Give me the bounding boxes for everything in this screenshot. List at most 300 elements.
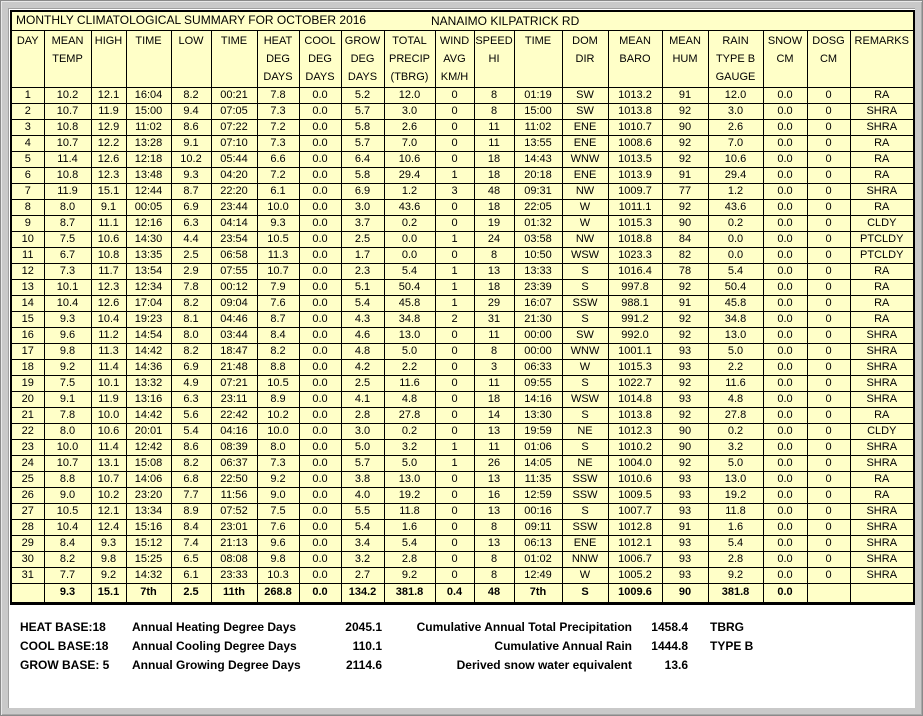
cumulative-precip-label: Cumulative Annual Total Precipitation xyxy=(416,619,632,634)
cell-dom_dir: WNW xyxy=(562,151,608,167)
cell-dom_dir: WSW xyxy=(562,391,608,407)
cell-total_precip: 13.0 xyxy=(384,327,435,343)
cell-speed_hi: 18 xyxy=(474,151,514,167)
cell-remarks: RA xyxy=(850,167,914,183)
summary-cell-cool_deg_days: 0.0 xyxy=(299,583,341,603)
cell-mean_baro: 1013.8 xyxy=(608,103,662,119)
cell-cool_deg_days: 0.0 xyxy=(299,439,341,455)
cell-cool_deg_days: 0.0 xyxy=(299,215,341,231)
cell-day: 20 xyxy=(11,391,44,407)
cell-low_time: 18:47 xyxy=(211,343,257,359)
summary-cell-grow_deg_days: 134.2 xyxy=(341,583,384,603)
cell-high_time: 13:54 xyxy=(126,263,171,279)
cell-mean_temp: 8.7 xyxy=(44,215,91,231)
cell-low_time: 22:20 xyxy=(211,183,257,199)
cell-low_time: 23:44 xyxy=(211,199,257,215)
cell-mean_temp: 8.4 xyxy=(44,535,91,551)
summary-cell-dom_dir: S xyxy=(562,583,608,603)
cell-mean_temp: 6.7 xyxy=(44,247,91,263)
summary-cell-rain_type_b: 381.8 xyxy=(708,583,763,603)
cell-mean_baro: 1014.8 xyxy=(608,391,662,407)
cell-dosg_cm: 0 xyxy=(807,135,850,151)
cell-mean_hum: 91 xyxy=(662,87,708,103)
cell-mean_baro: 1012.1 xyxy=(608,535,662,551)
cell-speed_hi: 8 xyxy=(474,247,514,263)
cell-wind_avg: 0 xyxy=(435,215,474,231)
cell-rain_type_b: 10.6 xyxy=(708,151,763,167)
cell-mean_hum: 92 xyxy=(662,135,708,151)
table-row xyxy=(11,423,914,439)
cell-dosg_cm: 0 xyxy=(807,471,850,487)
cell-rain_type_b: 50.4 xyxy=(708,279,763,295)
cell-wind_avg: 1 xyxy=(435,279,474,295)
cell-snow_cm: 0.0 xyxy=(763,119,807,135)
cell-rain_type_b: 0.0 xyxy=(708,231,763,247)
cell-wind_avg: 0 xyxy=(435,567,474,583)
cell-high: 11.3 xyxy=(91,343,126,359)
table-row xyxy=(11,311,914,327)
cell-grow_deg_days: 2.7 xyxy=(341,567,384,583)
cell-speed_time: 19:59 xyxy=(514,423,562,439)
cell-day: 28 xyxy=(11,519,44,535)
cell-dosg_cm: 0 xyxy=(807,535,850,551)
cell-high: 10.6 xyxy=(91,423,126,439)
cell-total_precip: 50.4 xyxy=(384,279,435,295)
cell-low_time: 11:56 xyxy=(211,487,257,503)
cell-rain_type_b: 2.8 xyxy=(708,551,763,567)
cell-low: 6.3 xyxy=(171,215,211,231)
cell-mean_temp: 7.8 xyxy=(44,407,91,423)
cell-wind_avg: 1 xyxy=(435,167,474,183)
cell-remarks: RA xyxy=(850,87,914,103)
cell-remarks: PTCLDY xyxy=(850,231,914,247)
cell-mean_temp: 9.8 xyxy=(44,343,91,359)
cell-cool_deg_days: 0.0 xyxy=(299,343,341,359)
cell-remarks: RA xyxy=(850,295,914,311)
cell-cool_deg_days: 0.0 xyxy=(299,119,341,135)
cell-low: 8.6 xyxy=(171,439,211,455)
cell-speed_time: 01:19 xyxy=(514,87,562,103)
cell-remarks: CLDY xyxy=(850,215,914,231)
cell-speed_hi: 8 xyxy=(474,551,514,567)
col-header-mean_temp: MEAN TEMP xyxy=(44,30,91,87)
cell-speed_time: 15:00 xyxy=(514,103,562,119)
cell-mean_baro: 1012.3 xyxy=(608,423,662,439)
cell-high_time: 13:28 xyxy=(126,135,171,151)
cell-day: 22 xyxy=(11,423,44,439)
cell-grow_deg_days: 5.8 xyxy=(341,167,384,183)
cell-dosg_cm: 0 xyxy=(807,375,850,391)
cell-speed_hi: 24 xyxy=(474,231,514,247)
cell-cool_deg_days: 0.0 xyxy=(299,471,341,487)
cell-low_time: 07:55 xyxy=(211,263,257,279)
cell-high: 12.3 xyxy=(91,167,126,183)
cell-heat_deg_days: 11.3 xyxy=(257,247,299,263)
climate-table xyxy=(10,10,915,605)
cell-mean_temp: 10.2 xyxy=(44,87,91,103)
cell-heat_deg_days: 10.5 xyxy=(257,231,299,247)
summary-cell-low_time: 11th xyxy=(211,583,257,603)
cell-low: 6.9 xyxy=(171,199,211,215)
cell-high: 11.2 xyxy=(91,327,126,343)
cell-speed_time: 14:16 xyxy=(514,391,562,407)
table-row xyxy=(11,519,914,535)
cell-heat_deg_days: 9.6 xyxy=(257,535,299,551)
cell-speed_hi: 8 xyxy=(474,567,514,583)
cell-snow_cm: 0.0 xyxy=(763,551,807,567)
cell-speed_hi: 16 xyxy=(474,487,514,503)
cell-speed_time: 01:02 xyxy=(514,551,562,567)
cell-total_precip: 29.4 xyxy=(384,167,435,183)
heat-base-label: HEAT BASE:18 xyxy=(20,619,106,634)
cell-remarks: RA xyxy=(850,135,914,151)
cell-cool_deg_days: 0.0 xyxy=(299,311,341,327)
summary-cell-mean_baro: 1009.6 xyxy=(608,583,662,603)
cell-speed_hi: 13 xyxy=(474,423,514,439)
cell-low_time: 07:05 xyxy=(211,103,257,119)
cell-dosg_cm: 0 xyxy=(807,567,850,583)
cell-dom_dir: S xyxy=(562,311,608,327)
cell-cool_deg_days: 0.0 xyxy=(299,423,341,439)
cell-high_time: 12:34 xyxy=(126,279,171,295)
cell-dom_dir: NE xyxy=(562,455,608,471)
cell-total_precip: 12.0 xyxy=(384,87,435,103)
cell-cool_deg_days: 0.0 xyxy=(299,295,341,311)
cell-mean_temp: 10.7 xyxy=(44,135,91,151)
cell-mean_baro: 1013.5 xyxy=(608,151,662,167)
cell-high: 12.3 xyxy=(91,279,126,295)
cell-heat_deg_days: 10.7 xyxy=(257,263,299,279)
cell-grow_deg_days: 2.3 xyxy=(341,263,384,279)
cell-day: 21 xyxy=(11,407,44,423)
cell-mean_baro: 1022.7 xyxy=(608,375,662,391)
cell-high_time: 13:32 xyxy=(126,375,171,391)
cell-low: 9.3 xyxy=(171,167,211,183)
cell-dom_dir: W xyxy=(562,359,608,375)
cell-speed_hi: 8 xyxy=(474,519,514,535)
cell-total_precip: 2.6 xyxy=(384,119,435,135)
cell-mean_hum: 78 xyxy=(662,263,708,279)
cell-cool_deg_days: 0.0 xyxy=(299,567,341,583)
col-header-high: HIGH xyxy=(91,30,126,87)
cell-grow_deg_days: 5.2 xyxy=(341,87,384,103)
cell-low_time: 06:37 xyxy=(211,455,257,471)
cell-high: 10.1 xyxy=(91,375,126,391)
column-header-row xyxy=(11,30,914,87)
cell-high: 10.2 xyxy=(91,487,126,503)
cell-mean_hum: 92 xyxy=(662,103,708,119)
cell-heat_deg_days: 6.6 xyxy=(257,151,299,167)
cell-day: 11 xyxy=(11,247,44,263)
cell-total_precip: 4.8 xyxy=(384,391,435,407)
table-row xyxy=(11,551,914,567)
cell-remarks: SHRA xyxy=(850,535,914,551)
cell-dom_dir: NNW xyxy=(562,551,608,567)
col-header-speed_hi: SPEED HI xyxy=(474,30,514,87)
cell-heat_deg_days: 10.0 xyxy=(257,199,299,215)
col-header-cool_deg_days: COOL DEG DAYS xyxy=(299,30,341,87)
cell-low_time: 23:33 xyxy=(211,567,257,583)
cell-speed_hi: 26 xyxy=(474,455,514,471)
cell-dom_dir: W xyxy=(562,215,608,231)
cell-low: 6.9 xyxy=(171,359,211,375)
cell-speed_hi: 3 xyxy=(474,359,514,375)
cell-low: 5.6 xyxy=(171,407,211,423)
cell-remarks: SHRA xyxy=(850,327,914,343)
cell-snow_cm: 0.0 xyxy=(763,359,807,375)
cell-remarks: SHRA xyxy=(850,551,914,567)
cell-heat_deg_days: 7.6 xyxy=(257,295,299,311)
cell-speed_time: 06:33 xyxy=(514,359,562,375)
cell-mean_temp: 10.7 xyxy=(44,455,91,471)
cell-mean_temp: 7.5 xyxy=(44,231,91,247)
cell-snow_cm: 0.0 xyxy=(763,503,807,519)
cell-snow_cm: 0.0 xyxy=(763,183,807,199)
cell-dosg_cm: 0 xyxy=(807,551,850,567)
cell-high_time: 00:05 xyxy=(126,199,171,215)
cell-high_time: 12:44 xyxy=(126,183,171,199)
cell-mean_hum: 92 xyxy=(662,151,708,167)
cell-mean_baro: 1015.3 xyxy=(608,215,662,231)
cell-mean_hum: 84 xyxy=(662,231,708,247)
cell-low: 9.4 xyxy=(171,103,211,119)
cell-high: 9.8 xyxy=(91,551,126,567)
cell-day: 17 xyxy=(11,343,44,359)
cell-low_time: 07:21 xyxy=(211,375,257,391)
cell-mean_temp: 8.2 xyxy=(44,551,91,567)
cell-dom_dir: S xyxy=(562,407,608,423)
cell-heat_deg_days: 8.9 xyxy=(257,391,299,407)
cell-mean_baro: 1011.1 xyxy=(608,199,662,215)
table-row xyxy=(11,103,914,119)
cell-total_precip: 2.2 xyxy=(384,359,435,375)
cell-speed_hi: 13 xyxy=(474,263,514,279)
cell-wind_avg: 3 xyxy=(435,183,474,199)
cell-high: 11.7 xyxy=(91,263,126,279)
cell-remarks: RA xyxy=(850,199,914,215)
cell-snow_cm: 0.0 xyxy=(763,455,807,471)
cell-low: 6.8 xyxy=(171,471,211,487)
cell-speed_time: 11:35 xyxy=(514,471,562,487)
cell-mean_temp: 10.5 xyxy=(44,503,91,519)
cell-heat_deg_days: 7.3 xyxy=(257,135,299,151)
cell-grow_deg_days: 3.0 xyxy=(341,199,384,215)
cell-high: 9.2 xyxy=(91,567,126,583)
cell-low: 8.0 xyxy=(171,327,211,343)
cell-speed_time: 06:13 xyxy=(514,535,562,551)
cell-dom_dir: S xyxy=(562,439,608,455)
cell-snow_cm: 0.0 xyxy=(763,343,807,359)
cell-low: 7.7 xyxy=(171,487,211,503)
cell-remarks: RA xyxy=(850,407,914,423)
cell-cool_deg_days: 0.0 xyxy=(299,183,341,199)
cell-grow_deg_days: 2.5 xyxy=(341,231,384,247)
summary-cell-snow_cm: 0.0 xyxy=(763,583,807,603)
cell-mean_temp: 8.8 xyxy=(44,471,91,487)
cell-low_time: 08:39 xyxy=(211,439,257,455)
cell-mean_hum: 93 xyxy=(662,343,708,359)
cell-snow_cm: 0.0 xyxy=(763,375,807,391)
cell-mean_baro: 1001.1 xyxy=(608,343,662,359)
cell-speed_hi: 13 xyxy=(474,535,514,551)
cell-mean_baro: 1006.7 xyxy=(608,551,662,567)
col-header-dom_dir: DOM DIR xyxy=(562,30,608,87)
table-row xyxy=(11,327,914,343)
cell-high_time: 17:04 xyxy=(126,295,171,311)
cell-grow_deg_days: 5.0 xyxy=(341,439,384,455)
cell-speed_hi: 29 xyxy=(474,295,514,311)
cell-cool_deg_days: 0.0 xyxy=(299,535,341,551)
cell-low_time: 00:21 xyxy=(211,87,257,103)
cell-rain_type_b: 2.2 xyxy=(708,359,763,375)
cell-dosg_cm: 0 xyxy=(807,151,850,167)
cell-mean_hum: 77 xyxy=(662,183,708,199)
cell-heat_deg_days: 10.2 xyxy=(257,407,299,423)
cell-mean_baro: 1007.7 xyxy=(608,503,662,519)
cell-cool_deg_days: 0.0 xyxy=(299,279,341,295)
cell-mean_hum: 91 xyxy=(662,519,708,535)
cell-dom_dir: NW xyxy=(562,183,608,199)
cell-snow_cm: 0.0 xyxy=(763,167,807,183)
cell-grow_deg_days: 4.2 xyxy=(341,359,384,375)
cell-low: 10.2 xyxy=(171,151,211,167)
cell-low: 6.1 xyxy=(171,567,211,583)
cell-low: 2.9 xyxy=(171,263,211,279)
cell-rain_type_b: 0.2 xyxy=(708,215,763,231)
cell-mean_temp: 10.7 xyxy=(44,103,91,119)
summary-cell-mean_temp: 9.3 xyxy=(44,583,91,603)
cell-mean_baro: 1013.2 xyxy=(608,87,662,103)
cell-low_time: 23:11 xyxy=(211,391,257,407)
cell-heat_deg_days: 6.1 xyxy=(257,183,299,199)
cell-low_time: 23:01 xyxy=(211,519,257,535)
cell-dosg_cm: 0 xyxy=(807,215,850,231)
cell-low: 4.4 xyxy=(171,231,211,247)
cell-wind_avg: 0 xyxy=(435,87,474,103)
cell-dom_dir: ENE xyxy=(562,135,608,151)
cell-speed_hi: 11 xyxy=(474,375,514,391)
cell-day: 31 xyxy=(11,567,44,583)
cell-day: 14 xyxy=(11,295,44,311)
cell-mean_baro: 1016.4 xyxy=(608,263,662,279)
cell-high: 12.2 xyxy=(91,135,126,151)
cell-mean_hum: 92 xyxy=(662,375,708,391)
cell-day: 18 xyxy=(11,359,44,375)
cell-remarks: RA xyxy=(850,279,914,295)
cell-snow_cm: 0.0 xyxy=(763,519,807,535)
cell-low_time: 21:48 xyxy=(211,359,257,375)
col-header-wind_avg: WIND AVG KM/H xyxy=(435,30,474,87)
cell-low_time: 07:22 xyxy=(211,119,257,135)
cell-wind_avg: 0 xyxy=(435,103,474,119)
cell-mean_temp: 10.1 xyxy=(44,279,91,295)
cell-mean_hum: 93 xyxy=(662,487,708,503)
cell-mean_baro: 1010.6 xyxy=(608,471,662,487)
cell-speed_time: 16:07 xyxy=(514,295,562,311)
cell-speed_hi: 14 xyxy=(474,407,514,423)
cell-day: 16 xyxy=(11,327,44,343)
cell-wind_avg: 2 xyxy=(435,311,474,327)
cell-remarks: SHRA xyxy=(850,503,914,519)
cell-wind_avg: 0 xyxy=(435,487,474,503)
cell-heat_deg_days: 8.8 xyxy=(257,359,299,375)
col-header-grow_deg_days: GROW DEG DAYS xyxy=(341,30,384,87)
cell-rain_type_b: 5.0 xyxy=(708,343,763,359)
cell-remarks: SHRA xyxy=(850,375,914,391)
cell-low: 8.1 xyxy=(171,311,211,327)
cell-dosg_cm: 0 xyxy=(807,519,850,535)
summary-cell-low: 2.5 xyxy=(171,583,211,603)
cell-mean_baro: 1009.5 xyxy=(608,487,662,503)
table-row xyxy=(11,199,914,215)
cell-heat_deg_days: 9.2 xyxy=(257,471,299,487)
cell-speed_time: 21:30 xyxy=(514,311,562,327)
cell-speed_time: 12:49 xyxy=(514,567,562,583)
cell-heat_deg_days: 7.3 xyxy=(257,455,299,471)
col-header-total_precip: TOTAL PRECIP (TBRG) xyxy=(384,30,435,87)
cell-dom_dir: NE xyxy=(562,423,608,439)
summary-cell-high_time: 7th xyxy=(126,583,171,603)
cell-mean_temp: 9.2 xyxy=(44,359,91,375)
cell-mean_baro: 1015.3 xyxy=(608,359,662,375)
cell-dosg_cm: 0 xyxy=(807,231,850,247)
cell-mean_baro: 997.8 xyxy=(608,279,662,295)
cell-dom_dir: S xyxy=(562,503,608,519)
cell-cool_deg_days: 0.0 xyxy=(299,247,341,263)
cell-total_precip: 5.0 xyxy=(384,455,435,471)
table-row xyxy=(11,247,914,263)
snow-water-value: 13.6 xyxy=(664,657,688,672)
cell-low_time: 22:42 xyxy=(211,407,257,423)
cell-dom_dir: W xyxy=(562,567,608,583)
cell-high: 12.4 xyxy=(91,519,126,535)
cell-dosg_cm: 0 xyxy=(807,487,850,503)
cell-low_time: 04:16 xyxy=(211,423,257,439)
cell-dom_dir: S xyxy=(562,375,608,391)
cell-mean_baro: 1023.3 xyxy=(608,247,662,263)
cell-rain_type_b: 13.0 xyxy=(708,471,763,487)
snow-gauge-label xyxy=(688,656,915,675)
cell-speed_time: 09:55 xyxy=(514,375,562,391)
col-header-heat_deg_days: HEAT DEG DAYS xyxy=(257,30,299,87)
cell-high_time: 14:42 xyxy=(126,407,171,423)
cell-total_precip: 9.2 xyxy=(384,567,435,583)
cell-mean_hum: 91 xyxy=(662,295,708,311)
cell-total_precip: 0.2 xyxy=(384,423,435,439)
cell-snow_cm: 0.0 xyxy=(763,247,807,263)
cell-mean_temp: 9.1 xyxy=(44,391,91,407)
cell-total_precip: 1.2 xyxy=(384,183,435,199)
cell-wind_avg: 0 xyxy=(435,327,474,343)
cell-rain_type_b: 4.8 xyxy=(708,391,763,407)
cell-high: 11.9 xyxy=(91,103,126,119)
cell-heat_deg_days: 9.3 xyxy=(257,215,299,231)
cell-mean_temp: 10.0 xyxy=(44,439,91,455)
table-row xyxy=(11,535,914,551)
cell-total_precip: 7.0 xyxy=(384,135,435,151)
cell-low_time: 04:14 xyxy=(211,215,257,231)
precip-gauge-label: TBRG xyxy=(710,619,744,634)
cell-heat_deg_days: 7.9 xyxy=(257,279,299,295)
cell-cool_deg_days: 0.0 xyxy=(299,263,341,279)
table-row xyxy=(11,279,914,295)
cell-snow_cm: 0.0 xyxy=(763,199,807,215)
cell-mean_baro: 1004.0 xyxy=(608,455,662,471)
cell-dosg_cm: 0 xyxy=(807,87,850,103)
col-header-high_time: TIME xyxy=(126,30,171,87)
cell-day: 29 xyxy=(11,535,44,551)
cell-day: 24 xyxy=(11,455,44,471)
